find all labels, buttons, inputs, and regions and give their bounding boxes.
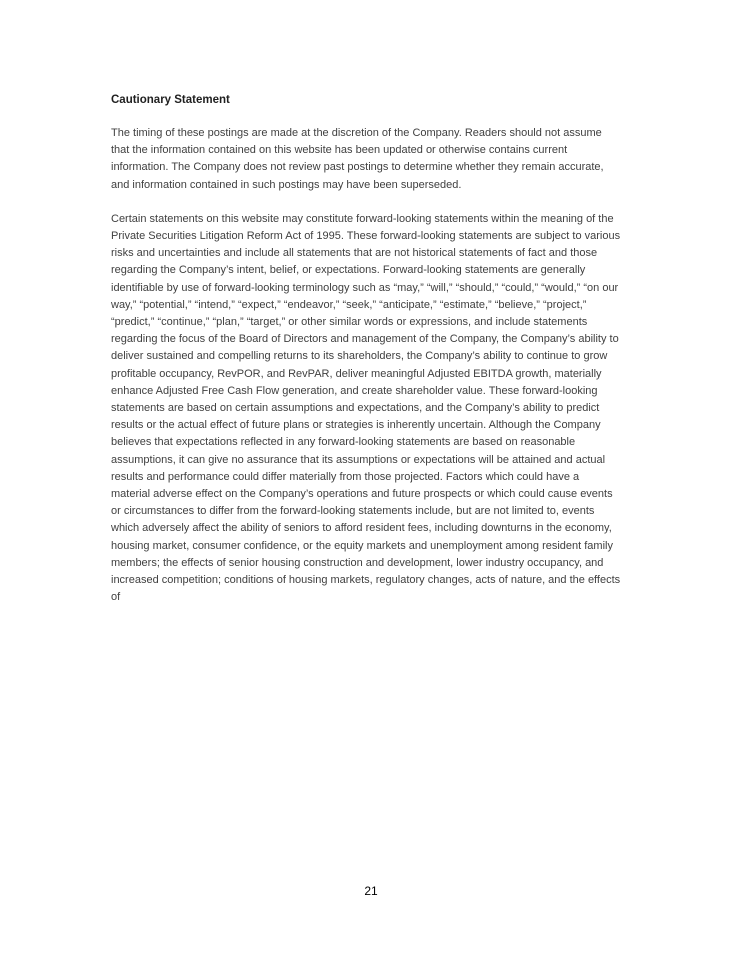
- paragraph-website-postings: The timing of these postings are made at the discretion of the Company. Readers should not assume that the information contained on this website has been updated or otherwise contains current information. The Company does not review past postings to determine whether they remain accurate, and information contained in such postings may have been superseded.: [111, 127, 604, 191]
- paragraph-forward-looking-statements: Certain statements on this website may constitute forward-looking statements within the meaning of the Private Securities Litigation Reform Act of 1995. These forward-looking statements are subject to various risks and uncertainties and include all statements that are not historical statements of fact and those regarding the Company’s intent, belief, or expectations. Forward-looking statements are generally identifiable by use of forward-looking terminology such as “may,” “will,” “should,” “could,” “would,” “on our way,” “potential,” “intend,” “expect,” “endeavor,” “seek,” “anticipate,” “estimate,” “believe,” “project,” “predict,” “continue,” “plan,” “target,” or other similar words or expressions, and include statements regarding the focus of the Board of Directors and management of the Company, the Company’s ability to deliver sustained and compelling returns to its shareholders, the Company’s ability to continue to grow profitable occupancy, RevPOR, and RevPAR, deliver meaningful Adjusted EBITDA growth, materially enhance Adjusted Free Cash Flow generation, and create shareholder value. These forward-looking statements are based on certain assumptions and expectations, and the Company’s ability to predict results or the actual effect of future plans or strategies is inherently uncertain. Although the Company believes that expectations reflected in any forward-looking statements are based on reasonable assumptions, it can give no assurance that its assumptions or expectations will be attained and actual results and performance could differ materially from those projected. Factors which could have a material adverse effect on the Company’s operations and future prospects or which could cause events or circumstances to differ from the forward-looking statements include, but are not limited to, events which adversely affect the ability of seniors to afford resident fees, including downturns in the economy, housing market, consumer confidence, or the equity markets and unemployment among resident family members; the effects of senior housing construction and development, lower industry occupancy, and increased competition; conditions of housing markets, regulatory changes, acts of nature, and the effects of: [111, 212, 621, 604]
- page-number: 21: [364, 884, 378, 898]
- section-heading: Cautionary Statement: [111, 94, 230, 106]
- page-content: [111, 92, 621, 623]
